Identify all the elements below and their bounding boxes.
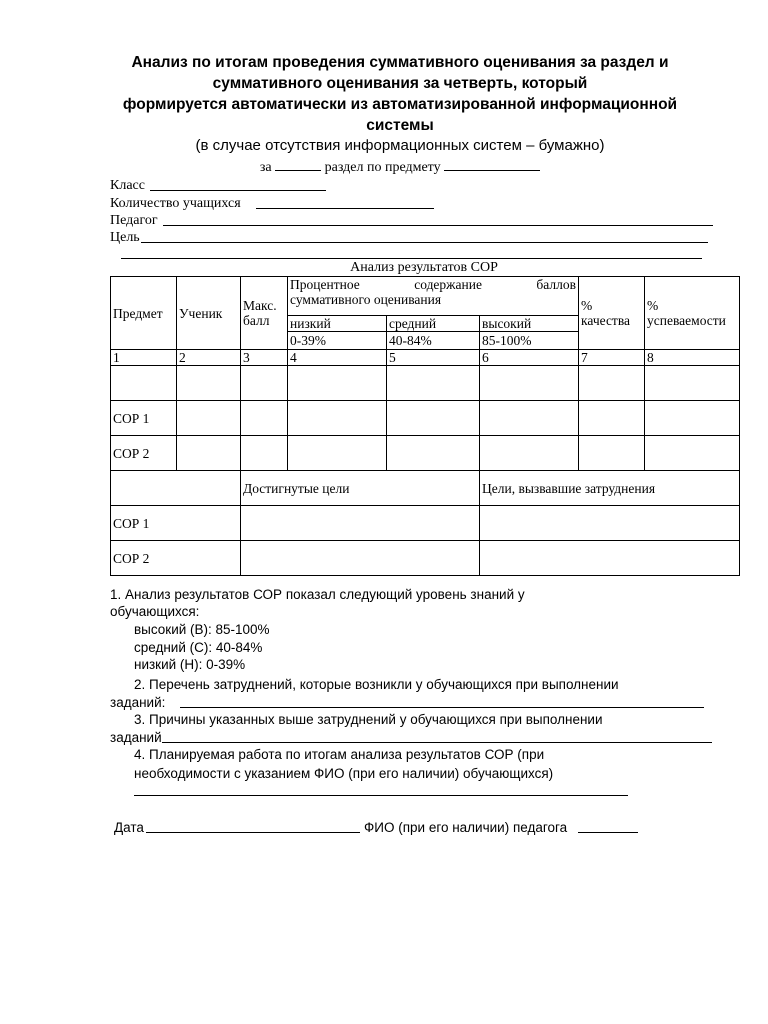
col-number: 4	[288, 350, 387, 366]
table-cell[interactable]	[645, 366, 740, 401]
table-cell[interactable]	[387, 366, 480, 401]
table-cell[interactable]	[387, 401, 480, 436]
header-percent-content	[288, 277, 579, 316]
header-subject: Предмет	[111, 277, 177, 350]
title-line-1: Анализ по итогам проведения суммативного оценивания за раздел и	[131, 54, 669, 71]
table-cell[interactable]	[579, 436, 645, 471]
item-2-blank[interactable]	[180, 707, 704, 708]
goals-header-row	[111, 471, 740, 506]
range-low: 0-39%	[288, 332, 387, 350]
table-cell[interactable]	[579, 366, 645, 401]
za-label: за	[259, 160, 272, 175]
table-cell[interactable]	[480, 541, 740, 576]
table-cell[interactable]	[480, 506, 740, 541]
table-cell[interactable]	[288, 436, 387, 471]
table-cell[interactable]	[288, 401, 387, 436]
goals-row-sor-1	[111, 506, 740, 541]
range-high: 85-100%	[480, 332, 579, 350]
header-percent-line-1: Процентное содержание баллов	[290, 277, 577, 292]
col-number: 6	[480, 350, 579, 366]
goals-row-sor-2	[111, 541, 740, 576]
razdel-label: раздел по предмету	[324, 160, 441, 175]
teacher-fio-label: ФИО (при его наличии) педагога	[364, 820, 568, 835]
table-cell[interactable]	[579, 401, 645, 436]
results-table	[110, 276, 740, 576]
goal-blank[interactable]	[141, 242, 708, 243]
table-caption: Анализ результатов СОР	[350, 260, 498, 275]
table-cell[interactable]	[111, 366, 177, 401]
table-cell	[111, 471, 241, 506]
table-cell[interactable]	[241, 506, 480, 541]
row-label: СОР 2	[111, 541, 241, 576]
row-label: СОР 2	[111, 436, 177, 471]
col-number: 8	[645, 350, 740, 366]
col-number: 7	[579, 350, 645, 366]
table-cell[interactable]	[387, 436, 480, 471]
col-number: 3	[241, 350, 288, 366]
item-3-blank[interactable]	[162, 742, 712, 743]
level-low: низкий (Н): 0-39%	[134, 657, 246, 672]
table-cell[interactable]	[241, 436, 288, 471]
goals-achieved-header: Достигнутые цели	[241, 471, 480, 506]
goal-blank-2[interactable]	[121, 258, 702, 259]
header-max-score: Макс. балл	[241, 277, 288, 350]
date-label: Дата	[114, 820, 144, 835]
table-cell[interactable]	[645, 436, 740, 471]
level-high: высокий (В): 85-100%	[134, 622, 270, 637]
title-line-3: формируется автоматически из автоматизированной информационной	[122, 96, 678, 113]
item-2: 2. Перечень затруднений, которые возникли у обучающихся при выполнении	[134, 677, 619, 692]
date-blank[interactable]	[146, 832, 360, 833]
item-4-blank[interactable]	[134, 795, 628, 796]
title-line-2: суммативного оценивания за четверть, который	[212, 75, 588, 92]
goal-label: Цель	[110, 230, 140, 245]
header-student: Ученик	[177, 277, 241, 350]
goals-difficult-header: Цели, вызвавшие затруднения	[480, 471, 740, 506]
header-performance: % успеваемости	[645, 277, 740, 350]
table-cell[interactable]	[480, 436, 579, 471]
row-label: СОР 1	[111, 506, 241, 541]
item-4-line-2: необходимости с указанием ФИО (при его наличии) обучающихся)	[134, 766, 554, 781]
subject-blank[interactable]	[444, 158, 540, 171]
class-label: Класс	[110, 178, 145, 193]
document-subtitle: (в случае отсутствия информационных систем – бумажно)	[195, 137, 605, 154]
col-number: 2	[177, 350, 241, 366]
item-3: 3. Причины указанных выше затруднений у обучающихся при выполнении	[134, 712, 603, 727]
item-1-line-1: 1. Анализ результатов СОР показал следующий уровень знаний у	[110, 587, 525, 602]
row-label: СОР 1	[111, 401, 177, 436]
item-1-line-2: обучающихся:	[110, 604, 200, 619]
header-percent-line-2: суммативного оценивания	[290, 292, 442, 307]
table-cell[interactable]	[645, 401, 740, 436]
col-number: 5	[387, 350, 480, 366]
item-2-tail: заданий:	[110, 695, 166, 710]
header-quality: % качества	[579, 277, 645, 350]
teacher-label: Педагог	[110, 213, 158, 228]
table-row-sor-1	[111, 401, 740, 436]
header-mid: средний	[387, 316, 480, 332]
table-row-sor-2	[111, 436, 740, 471]
section-subject-line	[100, 158, 700, 177]
teacher-blank[interactable]	[163, 225, 713, 226]
table-cell[interactable]	[480, 401, 579, 436]
item-3-tail: заданий	[110, 730, 162, 745]
table-cell[interactable]	[177, 401, 241, 436]
level-mid: средний (С): 40-84%	[134, 640, 263, 655]
table-cell[interactable]	[288, 366, 387, 401]
table-cell[interactable]	[480, 366, 579, 401]
header-low: низкий	[288, 316, 387, 332]
table-cell[interactable]	[241, 366, 288, 401]
table-cell[interactable]	[177, 436, 241, 471]
teacher-fio-blank[interactable]	[578, 832, 638, 833]
range-mid: 40-84%	[387, 332, 480, 350]
item-4-line-1: 4. Планируемая работа по итогам анализа результатов СОР (при	[134, 747, 545, 762]
title-line-4: системы	[366, 117, 434, 134]
section-blank[interactable]	[275, 158, 321, 171]
document-title	[100, 52, 700, 136]
students-count-blank[interactable]	[256, 208, 434, 209]
table-row-empty	[111, 366, 740, 401]
table-cell[interactable]	[241, 541, 480, 576]
table-cell[interactable]	[177, 366, 241, 401]
class-blank[interactable]	[150, 190, 326, 191]
header-high: высокий	[480, 316, 579, 332]
students-count-label: Количество учащихся	[110, 196, 241, 211]
col-number: 1	[111, 350, 177, 366]
table-cell[interactable]	[241, 401, 288, 436]
